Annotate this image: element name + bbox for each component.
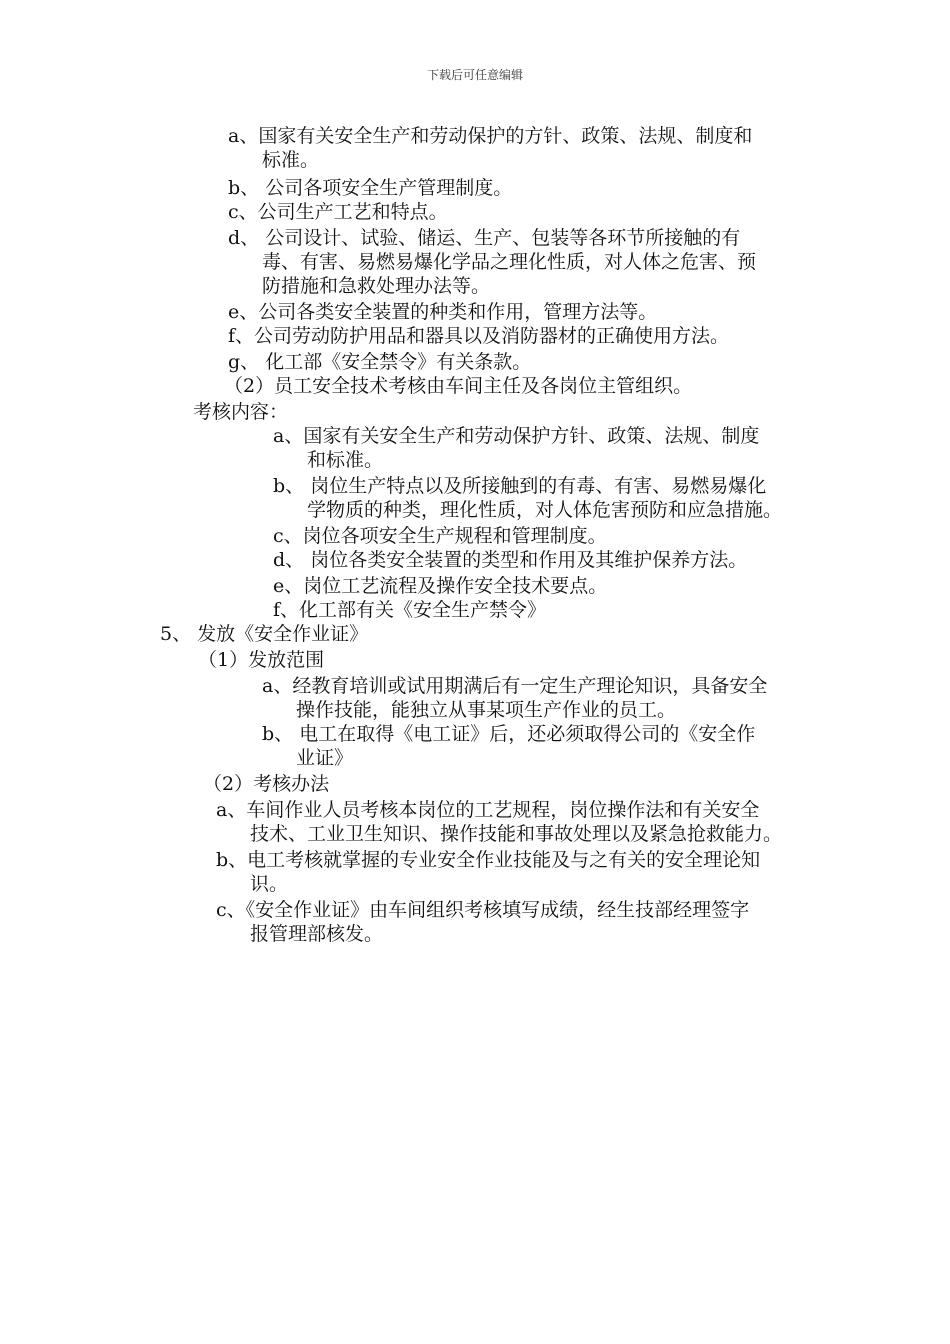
- section-heading: 5、 发放《安全作业证》: [160, 623, 369, 645]
- text-line: c、《安全作业证》由车间组织考核填写成绩，经生技部经理签字: [216, 899, 750, 921]
- text-line: c、公司生产工艺和特点。: [228, 201, 448, 223]
- text-line: g、 化工部《安全禁令》有关条款。: [228, 351, 532, 373]
- text-line: f、化工部有关《安全生产禁令》: [273, 599, 547, 621]
- text-line: e、公司各类安全装置的种类和作用，管理方法等。: [228, 301, 658, 323]
- text-line: （1）发放范围: [198, 649, 325, 671]
- page-header: 下载后可任意编辑: [426, 68, 523, 82]
- text-line: e、岗位工艺流程及操作安全技术要点。: [273, 575, 608, 597]
- text-line: 业证》: [296, 747, 354, 769]
- text-line: b、 岗位生产特点以及所接触到的有毒、有害、易燃易爆化: [273, 475, 767, 497]
- text-line: 学物质的种类，理化性质，对人体危害预防和应急措施。: [307, 499, 783, 521]
- text-line: 操作技能，能独立从事某项生产作业的员工。: [296, 699, 677, 721]
- text-line: 识。: [250, 873, 289, 895]
- text-line: 技术、工业卫生知识、操作技能和事故处理以及紧急抢救能力。: [250, 823, 783, 845]
- text-line: f、公司劳动防护用品和器具以及消防器材的正确使用方法。: [228, 325, 730, 347]
- text-line: 毒、有害、易燃易爆化学品之理化性质，对人体之危害、预: [262, 251, 757, 273]
- text-line: a、车间作业人员考核本岗位的工艺规程，岗位操作法和有关安全: [216, 799, 760, 821]
- text-line: （2）员工安全技术考核由车间主任及各岗位主管组织。: [224, 375, 693, 397]
- text-line: 标准。: [262, 149, 320, 171]
- text-line: 报管理部核发。: [250, 923, 384, 945]
- text-line: a、经教育培训或试用期满后有一定生产理论知识，具备安全: [262, 675, 768, 697]
- text-line: c、岗位各项安全生产规程和管理制度。: [273, 525, 607, 547]
- text-line: a、国家有关安全生产和劳动保护的方针、政策、法规、制度和: [228, 125, 753, 147]
- text-line: a、国家有关安全生产和劳动保护方针、政策、法规、制度: [273, 425, 760, 447]
- text-line: d、 公司设计、试验、储运、生产、包装等各环节所接触的有: [228, 227, 741, 249]
- text-line: 防措施和急救处理办法等。: [262, 275, 491, 297]
- text-line: b、电工考核就掌握的专业安全作业技能及与之有关的安全理论知: [216, 849, 761, 871]
- text-line: d、 岗位各类安全装置的类型和作用及其维护保养方法。: [273, 549, 748, 571]
- text-line: （2）考核办法: [203, 773, 330, 795]
- text-line: b、 电工在取得《电工证》后，还必须取得公司的《安全作: [262, 723, 756, 745]
- text-line: b、 公司各项安全生产管理制度。: [228, 177, 513, 199]
- text-line: 和标准。: [307, 449, 384, 471]
- text-line: 考核内容：: [193, 401, 289, 423]
